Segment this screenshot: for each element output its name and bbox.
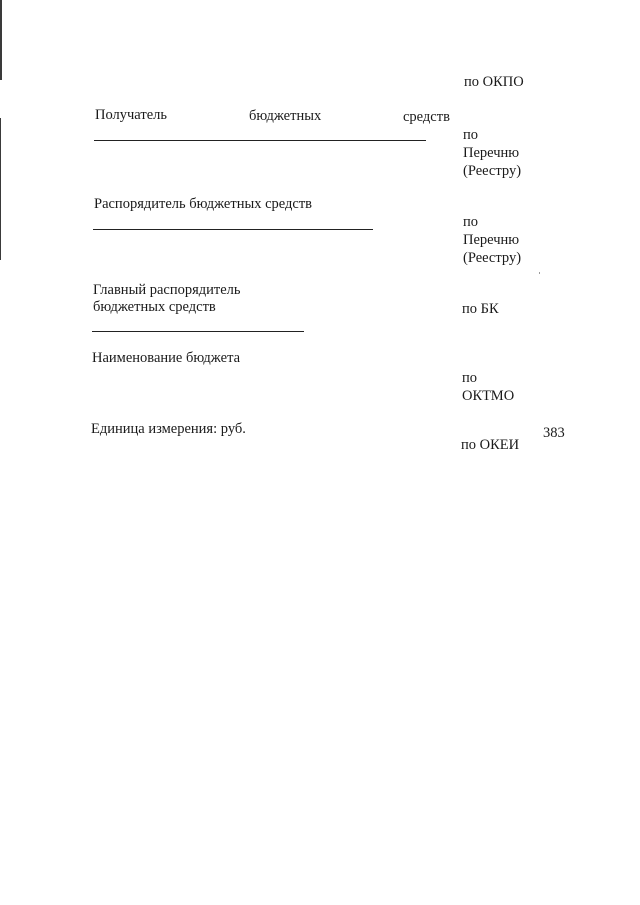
recipient-word-2: бюджетных [249, 108, 322, 124]
recipient-code-line-3: (Реестру) [463, 163, 522, 179]
scan-edge-top [0, 0, 2, 80]
unit-label: Единица измерения: руб. [91, 421, 246, 437]
chief-manager-underline [92, 331, 304, 332]
recipient-underline [94, 140, 426, 141]
manager-code-line-2: Перечню [463, 232, 520, 248]
recipient-code-line-2: Перечню [463, 145, 520, 161]
recipient-word-1: Получатель [95, 107, 167, 123]
scan-speck [539, 272, 540, 274]
recipient-word-3: средств [403, 109, 450, 125]
chief-manager-line-2: бюджетных средств [93, 299, 216, 315]
recipient-code-line-1: по [463, 127, 479, 143]
okpo-label: по ОКПО [464, 74, 524, 90]
chief-manager-line-1: Главный распорядитель [93, 282, 241, 298]
manager-code-line-1: по [463, 214, 479, 230]
oktmo-line-2: ОКТМО [462, 388, 515, 404]
budget-name-label: Наименование бюджета [92, 350, 241, 366]
scan-edge-mid [0, 118, 1, 260]
manager-label: Распорядитель бюджетных средств [94, 196, 313, 212]
manager-code-line-3: (Реестру) [463, 250, 522, 266]
oktmo-line-1: по [462, 370, 478, 386]
okei-value: 383 [543, 425, 565, 441]
bk-label: по БК [462, 301, 499, 317]
manager-underline [93, 229, 373, 230]
okei-label: по ОКЕИ [461, 437, 520, 453]
